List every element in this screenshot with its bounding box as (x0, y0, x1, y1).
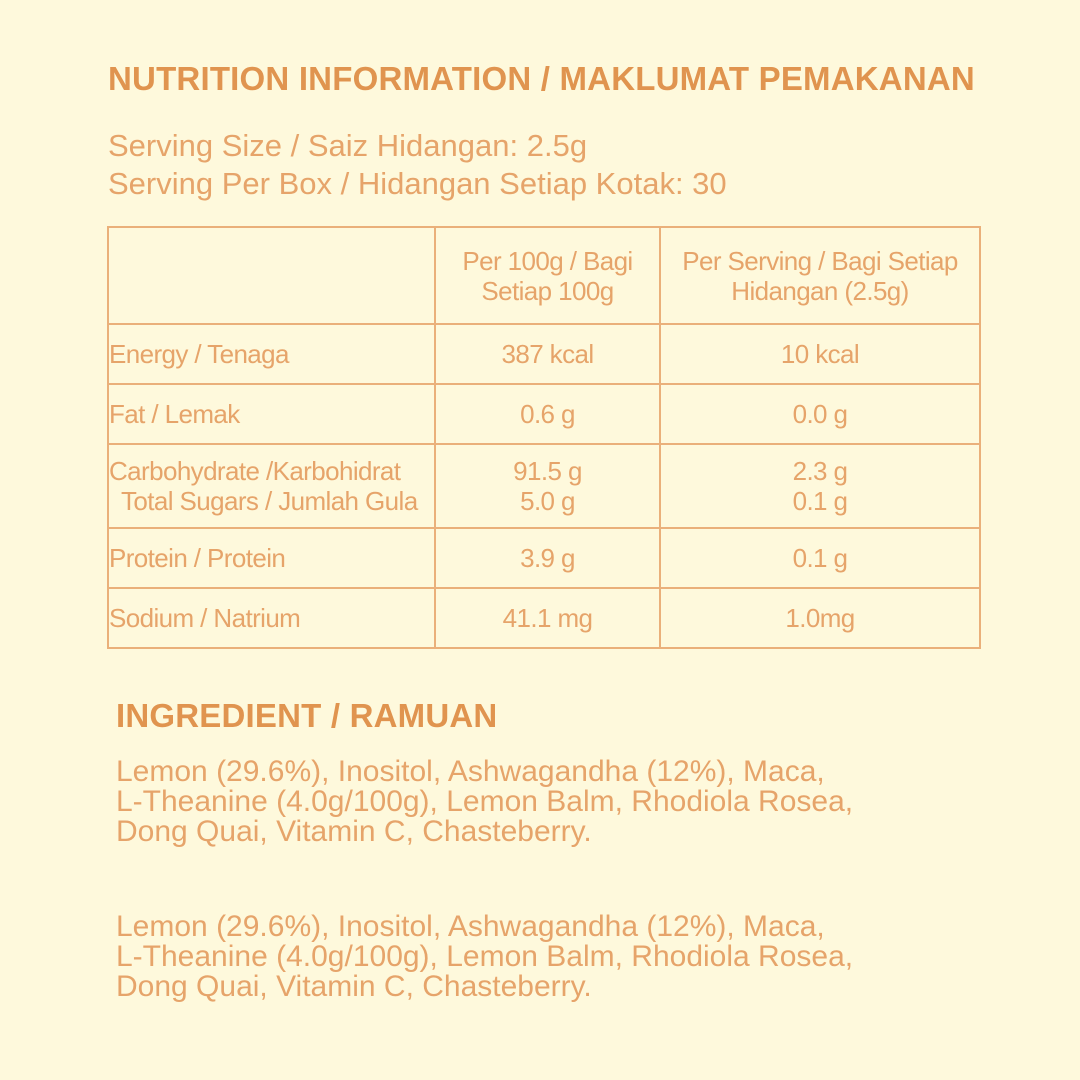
header-per-100g (435, 227, 660, 324)
per-serving-value: 0.1 g (660, 528, 980, 588)
per-serving-value: 0.0 g (660, 384, 980, 444)
ingredients-line: Dong Quai, Vitamin C, Chasteberry. (116, 815, 592, 848)
ingredient-title: INGREDIENT / RAMUAN (116, 697, 498, 734)
serving-size: Serving Size / Saiz Hidangan: 2.5g (108, 128, 588, 163)
nutrient-label: Energy / Tenaga (108, 324, 435, 384)
per-serving-value-carbohydrate (660, 444, 980, 528)
header-per-serving-line2: Hidangan (2.5g) (731, 275, 909, 306)
header-per-serving-line1: Per Serving / Bagi Setiap (682, 245, 958, 276)
table-row-energy (108, 324, 980, 384)
header-per-serving (660, 227, 980, 324)
nutrient-label-carbohydrate (108, 444, 435, 528)
header-empty-cell (108, 227, 435, 324)
carbohydrate-per-serving: 2.3 g (792, 456, 848, 486)
carbohydrate-label: Carbohydrate /Karbohidrat (109, 456, 401, 486)
table-row-protein (108, 528, 980, 588)
ingredients-paragraph-repeat (116, 912, 996, 1002)
carbohydrate-per-100g: 91.5 g (513, 456, 582, 486)
table-row-sodium (108, 588, 980, 648)
ingredients-line: L-Theanine (4.0g/100g), Lemon Balm, Rhodiola Rosea, (116, 785, 854, 818)
total-sugars-label: Total Sugars / Jumlah Gula (121, 486, 418, 516)
ingredients-paragraph (116, 757, 996, 847)
header-per-100g-line1: Per 100g / Bagi (462, 245, 633, 276)
per-serving-value: 10 kcal (660, 324, 980, 384)
nutrition-title: NUTRITION INFORMATION / MAKLUMAT PEMAKANAN (108, 60, 975, 97)
serving-per-box: Serving Per Box / Hidangan Setiap Kotak: 30 (108, 166, 727, 201)
ingredients-line: L-Theanine (4.0g/100g), Lemon Balm, Rhodiola Rosea, (116, 940, 854, 973)
nutrient-label: Protein / Protein (108, 528, 435, 588)
per-100g-value: 41.1 mg (435, 588, 660, 648)
per-100g-value: 387 kcal (435, 324, 660, 384)
total-sugars-per-serving: 0.1 g (792, 486, 848, 516)
per-100g-value-carbohydrate (435, 444, 660, 528)
ingredients-line: Lemon (29.6%), Inositol, Ashwagandha (12%), Maca, (116, 755, 825, 788)
total-sugars-per-100g: 5.0 g (520, 486, 575, 516)
ingredients-line: Dong Quai, Vitamin C, Chasteberry. (116, 970, 592, 1003)
table-header-row (108, 227, 980, 324)
per-100g-value: 0.6 g (435, 384, 660, 444)
header-per-100g-line2: Setiap 100g (481, 275, 614, 306)
nutrient-label: Sodium / Natrium (108, 588, 435, 648)
per-100g-value: 3.9 g (435, 528, 660, 588)
nutrient-label: Fat / Lemak (108, 384, 435, 444)
table-row-fat (108, 384, 980, 444)
nutrition-table (107, 226, 981, 649)
ingredients-line: Lemon (29.6%), Inositol, Ashwagandha (12%), Maca, (116, 910, 825, 943)
per-serving-value: 1.0mg (660, 588, 980, 648)
table-row-carbohydrate (108, 444, 980, 528)
